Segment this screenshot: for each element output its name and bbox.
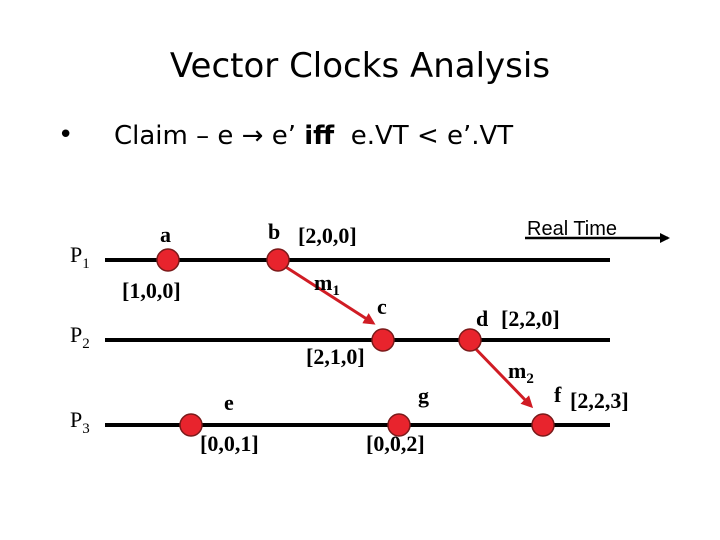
event-d bbox=[459, 329, 481, 351]
process-label-p3: $P_3$ bbox=[70, 407, 90, 437]
bullet-dot: • bbox=[58, 120, 74, 150]
event-label-f: f bbox=[554, 382, 562, 407]
message-label-m2: $m_2$ bbox=[508, 358, 534, 387]
timestamp-g: [0,0,2] bbox=[366, 431, 425, 456]
event-e bbox=[180, 414, 202, 436]
timestamp-a: [1,0,0] bbox=[122, 278, 181, 303]
process-label-p1: $P_1$ bbox=[70, 242, 90, 272]
event-label-g: g bbox=[418, 383, 429, 408]
event-label-e: e bbox=[224, 390, 234, 415]
claim-iff: iff bbox=[304, 121, 335, 151]
timestamp-d: [2,2,0] bbox=[501, 306, 560, 331]
event-f bbox=[532, 414, 554, 436]
event-label-d: d bbox=[476, 306, 489, 331]
real-time-label: Real Time bbox=[527, 218, 618, 240]
event-c bbox=[372, 329, 394, 351]
slide-title: Vector Clocks Analysis bbox=[169, 46, 551, 86]
event-b bbox=[267, 249, 289, 271]
timestamp-b: [2,0,0] bbox=[298, 223, 357, 248]
event-a bbox=[157, 249, 179, 271]
process-label-p2: $P_2$ bbox=[70, 322, 90, 352]
event-label-b: b bbox=[268, 219, 281, 244]
message-label-m1: $m_1$ bbox=[314, 270, 340, 299]
event-label-c: c bbox=[377, 294, 387, 319]
timestamp-e: [0,0,1] bbox=[200, 431, 259, 456]
claim-prefix: Claim – e → e’ bbox=[114, 121, 305, 151]
timestamp-c: [2,1,0] bbox=[306, 344, 365, 369]
event-label-a: a bbox=[160, 222, 171, 247]
claim-suffix: e.VT < e’.VT bbox=[334, 121, 514, 151]
timestamp-f: [2,2,3] bbox=[570, 388, 629, 413]
